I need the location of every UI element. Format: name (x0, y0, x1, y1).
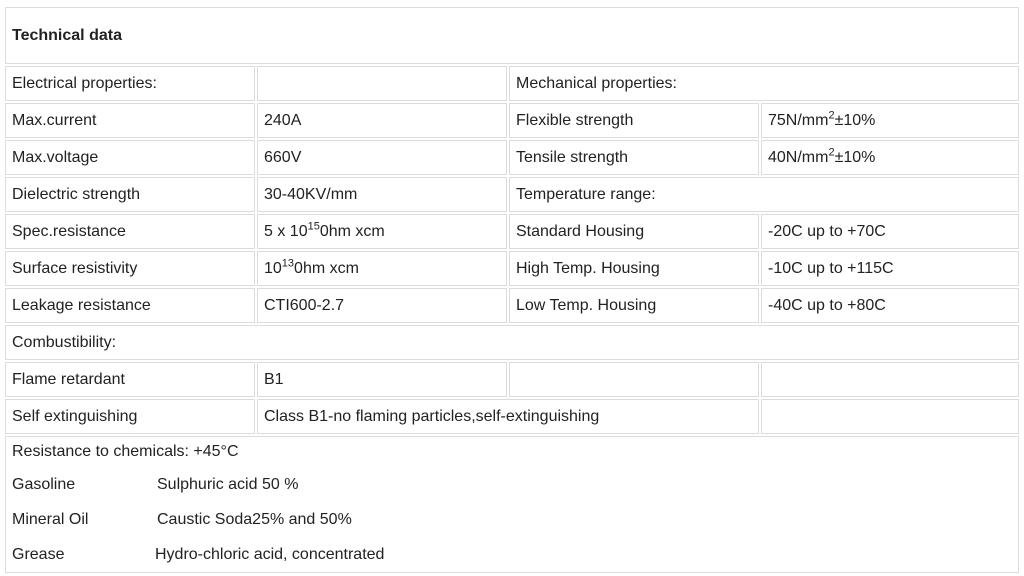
chemicals-row (12, 537, 1012, 572)
flexible-strength-value (761, 103, 1019, 138)
value-suffix: ±10% (834, 148, 876, 166)
value-exponent: 13 (281, 257, 295, 270)
standard-housing-label: Standard Housing (509, 214, 759, 249)
table-row (5, 140, 1019, 175)
chemicals-heading: Resistance to chemicals: +45°C (12, 443, 239, 460)
empty-cell (509, 362, 759, 397)
flame-retardant-value: B1 (257, 362, 507, 397)
low-temp-housing-label: Low Temp. Housing (509, 288, 759, 323)
spec-resistance-label: Spec.resistance (5, 214, 255, 249)
table-row (5, 362, 1019, 397)
chemicals-row (12, 467, 1012, 502)
empty-cell (761, 399, 1019, 434)
value-base: 40N/mm (768, 148, 829, 166)
table-row (5, 66, 1019, 101)
high-temp-housing-label: High Temp. Housing (509, 251, 759, 286)
leakage-resistance-label: Leakage resistance (5, 288, 255, 323)
surface-resistivity-label: Surface resistivity (5, 251, 255, 286)
max-voltage-label: Max.voltage (5, 140, 255, 175)
table-row (5, 177, 1019, 212)
leakage-resistance-value: CTI600-2.7 (257, 288, 507, 323)
chemical-name: Gasoline (12, 476, 76, 493)
section-temperature: Temperature range: (509, 177, 1019, 212)
dielectric-strength-value: 30-40KV/mm (257, 177, 507, 212)
chemical-name: Mineral Oil (12, 511, 89, 528)
flame-retardant-label: Flame retardant (5, 362, 255, 397)
max-current-label: Max.current (5, 103, 255, 138)
section-mechanical: Mechanical properties: (509, 66, 1019, 101)
value-suffix: 0hm xcm (294, 259, 359, 277)
empty-cell (761, 362, 1019, 397)
value-exponent: 15 (307, 220, 320, 233)
flexible-strength-label: Flexible strength (509, 103, 759, 138)
chemical-name: Grease (12, 546, 65, 563)
self-extinguishing-value: Class B1-no flaming particles,self-extinguishing (257, 399, 759, 434)
tensile-strength-value (761, 140, 1019, 175)
chemicals-row (12, 502, 1012, 537)
table-row (5, 288, 1019, 323)
table-row (5, 214, 1019, 249)
value-exponent: 2 (828, 146, 835, 159)
section-electrical: Electrical properties: (5, 66, 255, 101)
table-title: Technical data (5, 7, 1019, 64)
technical-data-table (3, 5, 1021, 575)
value-suffix: ±10% (834, 111, 876, 129)
self-extinguishing-label: Self extinguishing (5, 399, 255, 434)
section-combustibility: Combustibility: (5, 325, 1019, 360)
empty-cell (257, 66, 507, 101)
table-row (5, 436, 1019, 573)
chemicals-cell (5, 436, 1019, 573)
chemical-name: Caustic Soda25% and 50% (157, 511, 352, 528)
value-exponent: 2 (828, 109, 835, 122)
table-row (5, 399, 1019, 434)
chemical-name: Sulphuric acid 50 % (157, 476, 299, 493)
table-row (5, 251, 1019, 286)
max-current-value: 240A (257, 103, 507, 138)
surface-resistivity-value (257, 251, 507, 286)
table-row (5, 103, 1019, 138)
max-voltage-value: 660V (257, 140, 507, 175)
value-base: 5 x 10 (264, 222, 308, 240)
standard-housing-value: -20C up to +70C (761, 214, 1019, 249)
chemical-name: Hydro-chloric acid, concentrated (155, 546, 385, 563)
high-temp-housing-value: -10C up to +115C (761, 251, 1019, 286)
table-row (5, 325, 1019, 360)
tensile-strength-label: Tensile strength (509, 140, 759, 175)
value-base: 75N/mm (768, 111, 829, 129)
low-temp-housing-value: -40C up to +80C (761, 288, 1019, 323)
value-base: 10 (264, 259, 282, 277)
value-suffix: 0hm xcm (319, 222, 385, 240)
spec-resistance-value (257, 214, 507, 249)
dielectric-strength-label: Dielectric strength (5, 177, 255, 212)
